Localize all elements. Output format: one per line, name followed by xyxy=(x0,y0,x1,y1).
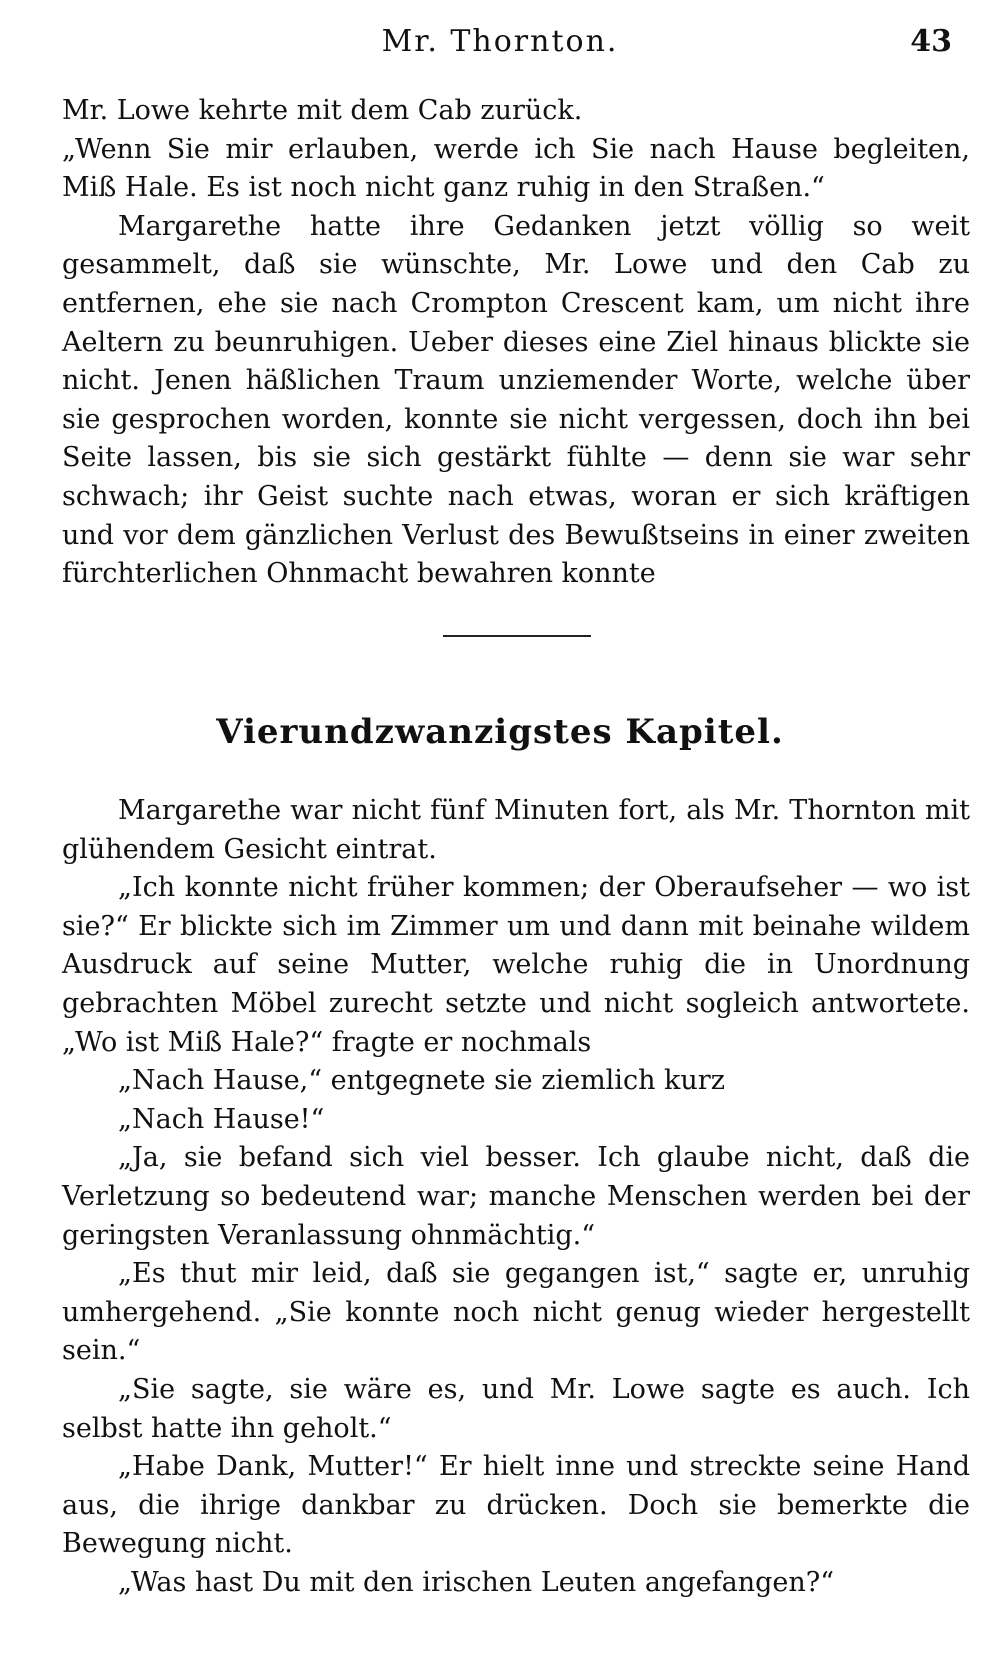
paragraph: „Ja, sie befand sich viel besser. Ich glaube nicht, daß die Verletzung so bedeutend war; manche Menschen werden bei der geringsten Veranlassung ohnmächtig.“ xyxy=(62,1142,970,1251)
paragraph: Mr. Lowe kehrte mit dem Cab zurück. xyxy=(62,95,583,126)
paragraph: Margarethe war nicht fünf Minuten fort, als Mr. Thornton mit glühendem Gesicht eintrat. xyxy=(62,795,970,865)
paragraph: „Sie sagte, sie wäre es, und Mr. Lowe sagte es auch. Ich selbst hatte ihn geholt.“ xyxy=(62,1373,970,1444)
chapter-heading: Vierundzwanzigstes Kapitel. xyxy=(216,712,784,752)
running-title: Mr. Thornton. xyxy=(381,24,619,59)
text-block-upper xyxy=(62,92,970,594)
paragraph: „Nach Hause!“ xyxy=(118,1103,325,1135)
paragraph: „Ich konnte nicht früher kommen; der Oberaufseher — wo ist sie?“ Er blickte sich im Zimmer um und dann mit beinahe wildem Ausdruck auf seine Mutter, welche ruhig die in Unordnung gebrachten Möbel zurecht setzte und nicht sogleich antwortete. „Wo ist Miß Hale?“ fragte er nochmals xyxy=(62,872,970,1058)
paragraph: „Wenn Sie mir erlauben, werde ich Sie nach Hause begleiten, Miß Hale. Es ist noch nicht ganz ruhig in den Straßen.“ xyxy=(62,133,970,204)
paragraph: „Nach Hause,“ entgegnete sie ziemlich kurz xyxy=(118,1065,725,1097)
paragraph: „Habe Dank, Mutter!“ Er hielt inne und streckte seine Hand aus, die ihrige dankbar zu drücken. Doch sie bemerkte die Bewegung nicht. xyxy=(62,1451,970,1560)
page-number: 43 xyxy=(910,24,952,59)
paragraph: Margarethe hatte ihre Gedanken jetzt völlig so weit gesammelt, daß sie wünschte, Mr. Lowe und den Cab zu entfernen, ehe sie nach Crompton Crescent kam, um nicht ihre Aeltern zu beunruhigen. Ueber dieses eine Ziel hinaus blickte sie nicht. Jenen häßlichen Traum unziemender Worte, welche über sie gesprochen worden, konnte sie nicht vergessen, doch ihn bei Seite lassen, bis sie sich gestärkt fühlte — denn sie war sehr schwach; ihr Geist suchte nach etwas, woran er sich kräftigen und vor dem gänzlichen Verlust des Bewußtseins in einer zweiten fürchterlichen Ohnmacht bewahren konnte xyxy=(62,210,970,590)
section-divider xyxy=(443,635,591,637)
paragraph: „Was hast Du mit den irischen Leuten angefangen?“ xyxy=(118,1566,835,1598)
paragraph: „Es thut mir leid, daß sie gegangen ist,“ sagte er, unruhig umhergehend. „Sie konnte noch nicht genug wieder hergestellt sein.“ xyxy=(62,1258,970,1367)
running-head xyxy=(0,24,1000,64)
text-block-lower xyxy=(62,792,970,1602)
